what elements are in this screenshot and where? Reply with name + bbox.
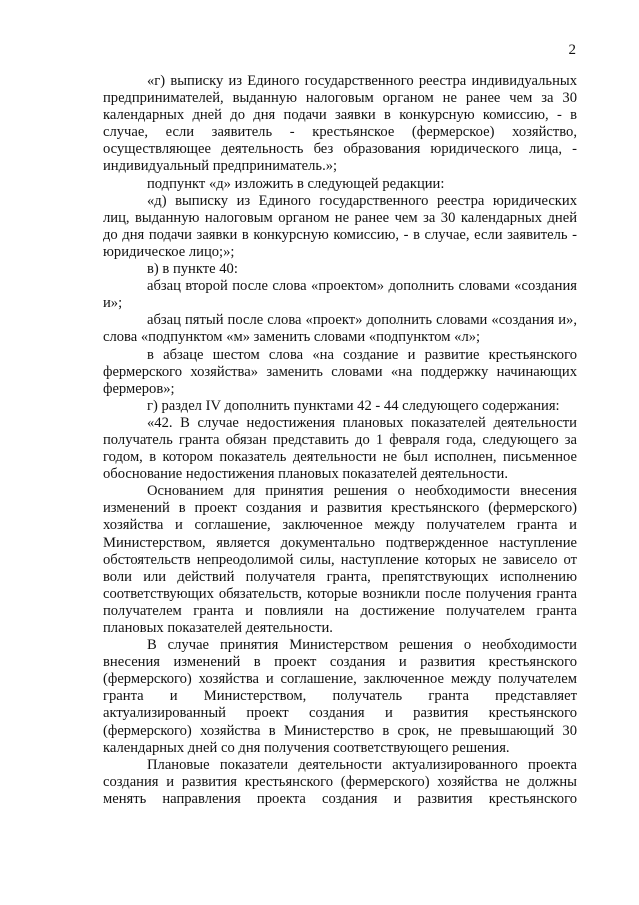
paragraph-abzac-5: абзац пятый после слова «проект» дополнить словами «создания и», слова «подпунктом «м» заменить словами «подпунктом «л»;	[103, 312, 577, 346]
paragraph-d-extract-legal: «д) выписку из Единого государственного реестра юридических лиц, выданную налоговым органом не ранее чем за 30 календарных дней до дня подачи заявки в конкурсную комиссию, - в случае, если заявитель - юридическое лицо;»;	[103, 192, 577, 260]
paragraph-subpoint-d-intro: подпункт «д» изложить в следующей редакции:	[147, 175, 445, 192]
paragraph-section-iv: г) раздел IV дополнить пунктами 42 - 44 следующего содержания:	[147, 397, 560, 414]
paragraph-abzac-2: абзац второй после слова «проектом» дополнить словами «создания и»;	[103, 278, 577, 312]
paragraph-planned-indicators: Плановые показатели деятельности актуализированного проекта создания и развития крестьянского (фермерского) хозяйства не должны менять направления проекта создания и развития крестьянского	[103, 756, 577, 807]
paragraph-abzac-6: в абзаце шестом слова «на создание и развитие крестьянского фермерского хозяйства» заменить словами «на поддержку начинающих фермеров»;	[103, 346, 577, 397]
page-number: 2	[568, 42, 576, 58]
paragraph-ministry-decision: В случае принятия Министерством решения о необходимости внесения изменений в проект создания и развития крестьянского (фермерского) хозяйства и соглашение, заключенное между получателем гранта и Министерством, получатель гранта представляет актуализированный проект создания и развития крестьянского (фермерского) хозяйства в Министерство в срок, не превышающий 30 календарных дней со дня получения соответствующего решения.	[103, 637, 577, 756]
paragraph-g-extract-ip: «г) выписку из Единого государственного реестра индивидуальных предпринимателей, выданную налоговым органом не ранее чем за 30 календарных дней до дня подачи заявки в конкурсную комиссию, - в случае, если заявитель - крестьянское (фермерское) хозяйство, осуществляющее деятельность без образования юридического лица, - индивидуальный предприниматель.»;	[103, 73, 577, 175]
document-body	[103, 73, 577, 808]
paragraph-grounds: Основанием для принятия решения о необходимости внесения изменений в проект создания и развития крестьянского (фермерского) хозяйства и соглашение, заключенное между получателем гранта и Министерством, является документально подтвержденное наступление обстоятельств непреодолимой силы, наступление которых не зависело от воли или действий получателя гранта, препятствующих исполнению соответствующих обязательств, которые возникли после получения гранта получателем гранта и повлияли на достижение получателем гранта плановых показателей деятельности.	[103, 483, 577, 636]
paragraph-point-40: в) в пункте 40:	[147, 261, 238, 278]
paragraph-point-42: «42. В случае недостижения плановых показателей деятельности получатель гранта обязан представить до 1 февраля года, следующего за годом, в котором показатель деятельности не был исполнен, письменное обоснование недостижения плановых показателей деятельности.	[103, 414, 577, 483]
